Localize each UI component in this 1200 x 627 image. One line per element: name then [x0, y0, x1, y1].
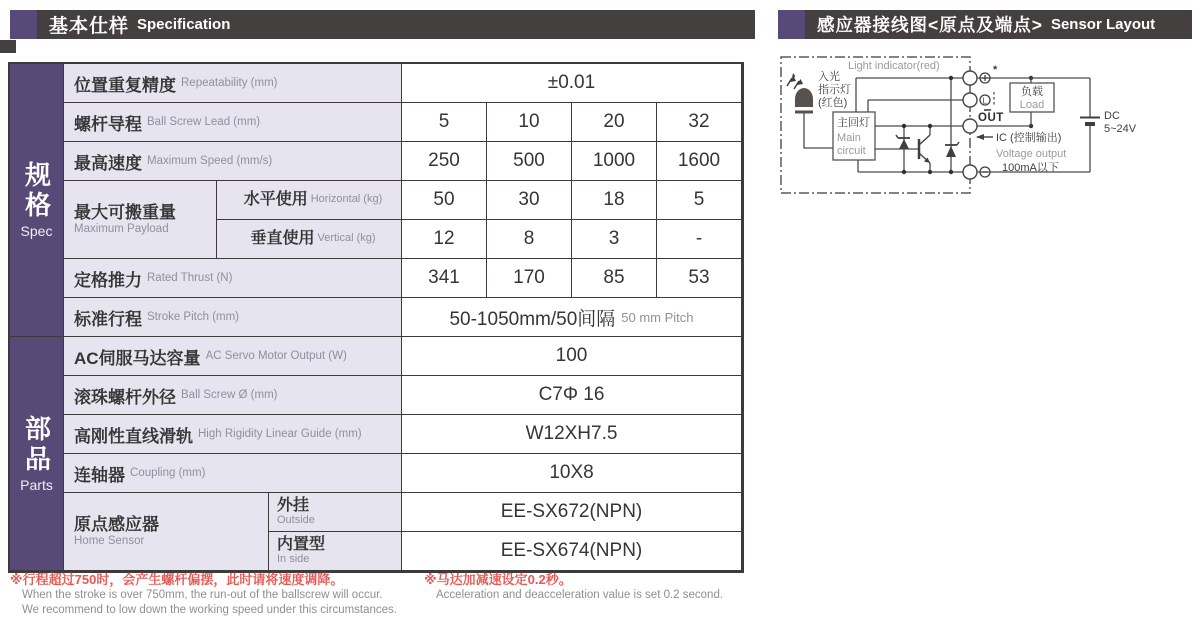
value-horizontal-2: 30 — [487, 181, 572, 220]
section-parts — [10, 337, 64, 571]
footnote-acceleration-zh: ※马达加减速设定0.2秒。 — [424, 572, 572, 587]
footnote-acceleration-en: Acceleration and deacceleration value is set 0.2 second. — [436, 589, 724, 602]
value-vertical-3: 3 — [572, 220, 657, 259]
row-payload-label — [64, 181, 217, 259]
value-speed-1: 250 — [402, 142, 487, 181]
voltage-output-label: Voltage output — [996, 148, 1067, 160]
label-zh: 原点感应器 — [74, 514, 159, 534]
led-indicator-icon — [787, 73, 813, 114]
value-thrust-1: 341 — [402, 259, 487, 298]
main-circuit-en2: circuit — [837, 145, 866, 157]
label-zh: 高刚性直线滑轨 — [74, 426, 193, 446]
sensor-wiring-diagram — [778, 45, 1198, 205]
footnote-stroke-en1: When the stroke is over 750mm, the run-out of the ballscrew will occur. — [22, 589, 383, 602]
row-coupling-label — [64, 454, 402, 493]
label-zh: 滚珠螺杆外径 — [74, 387, 176, 407]
asterisk-note: * — [993, 64, 998, 76]
svg-text:L: L — [982, 96, 987, 106]
row-speed-label — [64, 142, 402, 181]
label-zh: 外挂 — [277, 496, 310, 514]
led-label-line1: 入光 — [818, 71, 840, 83]
value-stroke-zh: 50-1050mm/50间隔 — [449, 308, 616, 330]
label-zh: 标准行程 — [74, 309, 142, 329]
value-coupling: 10X8 — [402, 454, 742, 493]
label-en: Repeatability (mm) — [181, 77, 278, 89]
purple-accent-square — [10, 10, 37, 39]
terminal-plus — [963, 71, 977, 85]
ic-label: IC (控制输出) — [996, 132, 1062, 144]
value-guide: W12XH7.5 — [402, 415, 742, 454]
row-motor-label — [64, 337, 402, 376]
label-en: Rated Thrust (N) — [147, 272, 233, 284]
value-lead-3: 20 — [572, 103, 657, 142]
terminal-minus — [963, 165, 977, 179]
label-en: Horizontal (kg) — [310, 193, 383, 206]
terminal-out — [963, 119, 977, 133]
row-payload-vertical-label — [217, 220, 402, 259]
footnote-stroke-zh: ※行程超过750时，会产生螺杆偏摆，此时请将速度调降。 — [10, 572, 344, 587]
light-indicator-label: Light indicator(red) — [848, 60, 940, 72]
label-en: Maximum Speed (mm/s) — [147, 155, 273, 167]
section-spec — [10, 64, 64, 337]
label-en: AC Servo Motor Output (W) — [205, 350, 347, 362]
label-en: Home Sensor — [74, 535, 145, 548]
header-specification — [10, 10, 755, 39]
purple-accent-square — [778, 10, 805, 39]
label-en: Maximum Payload — [74, 223, 169, 236]
row-sensor-inside-label — [269, 532, 402, 571]
dc-label-line1: DC — [1104, 110, 1120, 122]
label-en: Ball Screw Lead (mm) — [147, 116, 261, 128]
value-repeatability: ±0.01 — [402, 64, 742, 103]
label-zh: 最大可搬重量 — [74, 202, 176, 222]
header-specification-zh: 基本仕样 — [49, 16, 130, 37]
value-motor: 100 — [402, 337, 742, 376]
label-zh: 水平使用 — [243, 190, 308, 208]
row-screw-od-label — [64, 376, 402, 415]
footnote-stroke-en2: We recommend to low down the working speed under this circumstances. — [22, 604, 397, 617]
row-repeatability-label — [64, 64, 402, 103]
corner-notch — [0, 40, 16, 53]
value-lead-1: 5 — [402, 103, 487, 142]
value-vertical-1: 12 — [402, 220, 487, 259]
section-parts-zh: 部品 — [21, 414, 52, 475]
value-speed-4: 1600 — [657, 142, 742, 181]
section-parts-en: Parts — [20, 476, 53, 493]
led-label-line3: (红色) — [818, 97, 848, 109]
value-lead-2: 10 — [487, 103, 572, 142]
section-spec-en: Spec — [20, 223, 53, 239]
label-zh: 螺杆导程 — [74, 114, 142, 134]
value-stroke-en: 50 mm Pitch — [621, 309, 694, 325]
value-screw-od: C7Φ 16 — [402, 376, 742, 415]
header-sensor-layout-zh: 感应器接线图<原点及端点> — [817, 15, 1043, 35]
l-terminal-symbol-icon — [980, 92, 994, 110]
terminal-l — [963, 93, 977, 107]
label-en: Stroke Pitch (mm) — [147, 311, 240, 323]
value-horizontal-4: 5 — [657, 181, 742, 220]
label-zh: 垂直使用 — [250, 229, 315, 247]
label-zh: 连轴器 — [74, 465, 125, 485]
value-horizontal-1: 50 — [402, 181, 487, 220]
value-speed-2: 500 — [487, 142, 572, 181]
value-thrust-4: 53 — [657, 259, 742, 298]
label-en: Ball Screw Ø (mm) — [181, 389, 278, 401]
value-speed-3: 1000 — [572, 142, 657, 181]
value-horizontal-3: 18 — [572, 181, 657, 220]
main-circuit-en1: Main — [837, 132, 861, 144]
value-vertical-2: 8 — [487, 220, 572, 259]
label-zh: 内置型 — [277, 535, 326, 553]
label-en: In side — [277, 552, 310, 565]
value-sensor-outside: EE-SX672(NPN) — [402, 493, 742, 532]
row-thrust-label — [64, 259, 402, 298]
label-en: High Rigidity Linear Guide (mm) — [198, 428, 362, 440]
wire — [804, 113, 833, 148]
row-stroke-label — [64, 298, 402, 337]
load-zh: 负载 — [1021, 86, 1043, 98]
value-vertical-4: - — [657, 220, 742, 259]
value-thrust-3: 85 — [572, 259, 657, 298]
row-guide-label — [64, 415, 402, 454]
label-en: Coupling (mm) — [130, 467, 206, 479]
label-en: Vertical (kg) — [317, 232, 376, 245]
header-specification-en: Specification — [137, 16, 231, 33]
zener-diode-icon — [945, 142, 959, 157]
current-limit-label: 100mA以下 — [1002, 162, 1059, 174]
value-sensor-inside: EE-SX674(NPN) — [402, 532, 742, 571]
label-zh: AC伺服马达容量 — [74, 348, 201, 368]
led-label-line2: 指示灯 — [818, 84, 851, 96]
row-payload-horizontal-label — [217, 181, 402, 220]
zener-diode-icon — [896, 135, 910, 149]
row-sensor-outside-label — [269, 493, 402, 532]
section-spec-zh: 规格 — [21, 161, 52, 221]
value-stroke — [402, 298, 742, 337]
out-label: OUT — [978, 112, 1004, 124]
battery-icon — [1080, 118, 1100, 125]
value-thrust-2: 170 — [487, 259, 572, 298]
value-lead-4: 32 — [657, 103, 742, 142]
label-en: Outside — [277, 513, 315, 526]
specification-table — [8, 62, 744, 573]
header-sensor-layout — [778, 10, 1192, 39]
label-zh: 最高速度 — [74, 153, 142, 173]
transistor-icon — [919, 135, 930, 163]
row-lead-label — [64, 103, 402, 142]
footnote-stroke — [10, 572, 397, 618]
label-zh: 定格推力 — [74, 270, 142, 290]
row-home-sensor-label — [64, 493, 269, 571]
dc-label-line2: 5~24V — [1104, 123, 1137, 135]
ic-arrow-icon — [976, 134, 993, 140]
footnote-acceleration — [424, 572, 723, 603]
header-sensor-layout-en: Sensor Layout — [1050, 16, 1156, 33]
label-zh: 位置重复精度 — [74, 75, 176, 95]
load-en: Load — [1019, 99, 1045, 111]
main-circuit-zh: 主回灯 — [837, 117, 870, 129]
